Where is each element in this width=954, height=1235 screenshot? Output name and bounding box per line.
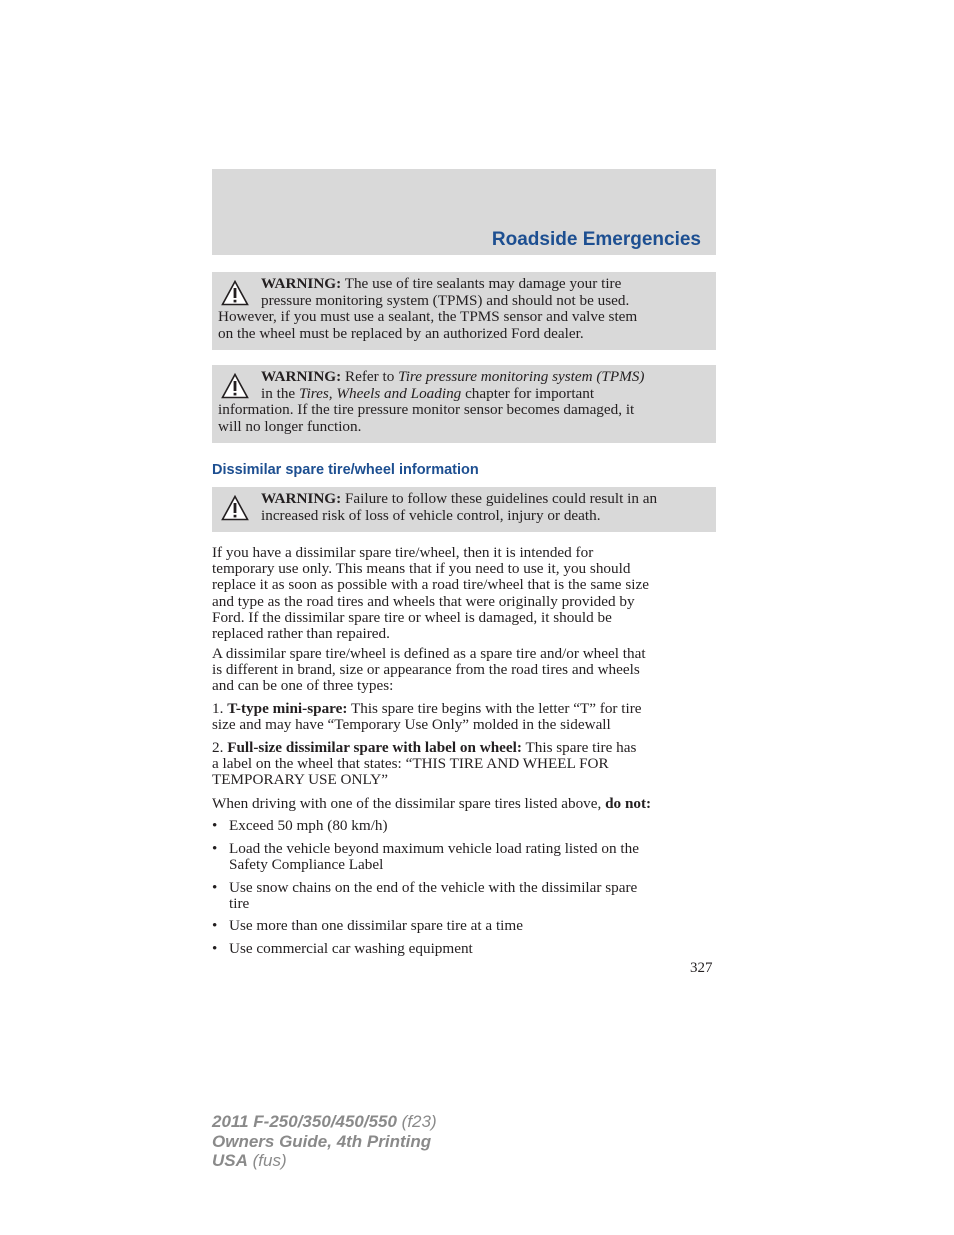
warning-text: pressure monitoring system (TPMS) and should not be used. xyxy=(261,291,630,309)
warning-text: on the wheel must be replaced by an authorized Ford dealer. xyxy=(218,324,584,342)
bullet-marker: • xyxy=(212,817,218,834)
warning-text: increased risk of loss of vehicle control, injury or death. xyxy=(261,506,601,524)
warning-box-tire-sealants xyxy=(212,272,716,350)
spare-type-2: 2. Full-size dissimilar spare with label on wheel: This spare tire has a label on the wheel that states: “THIS TIRE AND WHEEL FOR TEMPORARY USE ONLY” xyxy=(212,739,637,789)
list-item: • Exceed 50 mph (80 km/h) xyxy=(212,817,388,834)
warning-text: will no longer function. xyxy=(218,417,362,435)
warning-box-guidelines xyxy=(212,487,716,532)
warning-triangle-icon xyxy=(221,373,249,399)
warning-text: The use of tire sealants may damage your tire xyxy=(344,275,622,292)
chapter-title: Roadside Emergencies xyxy=(491,229,701,250)
list-item: • Load the vehicle beyond maximum vehicle load rating listed on the Safety Compliance Label xyxy=(212,840,639,874)
warning-text: However, if you must use a sealant, the TPMS sensor and valve stem xyxy=(218,308,638,326)
bullet-marker: • xyxy=(212,940,218,957)
list-item: • Use commercial car washing equipment xyxy=(212,940,473,957)
paragraph-do-not: When driving with one of the dissimilar spare tires listed above, do not: xyxy=(212,795,652,812)
warning-label: WARNING: xyxy=(261,490,342,507)
warning-text: information. If the tire pressure monitor sensor becomes damaged, it xyxy=(218,401,635,419)
document-footer: 2011 F-250/350/450/550 (f23) Owners Guide, 4th Printing USA (fus) xyxy=(212,1112,437,1170)
bullet-marker: • xyxy=(212,917,218,934)
page-number: 327 xyxy=(690,960,713,976)
bullet-marker: • xyxy=(212,840,218,857)
cross-reference-chapter: Tires, Wheels and Loading xyxy=(298,384,462,402)
list-item: • Use snow chains on the end of the vehicle with the dissimilar spare tire xyxy=(212,879,638,913)
section-heading: Dissimilar spare tire/wheel information xyxy=(212,462,479,478)
warning-label: WARNING: xyxy=(261,368,342,385)
spare-type-1: 1. T-type mini-spare: This spare tire begins with the letter “T” for tire size and may have “Temporary Use Only” molded in the sidewall xyxy=(212,700,642,734)
cross-reference-tpms: Tire pressure monitoring system (TPMS) xyxy=(398,368,645,385)
paragraph-temporary-use: If you have a dissimilar spare tire/wheel, then it is intended for temporary use only. This means that if you need to use it, you should replace it as soon as possible with a road tire/wheel that is the same size and type as the road tires and wheels that were originally provided by Ford. If the dissimilar spare tire or wheel is damaged, it should be replaced rather than repaired. xyxy=(212,544,649,643)
list-item: • Use more than one dissimilar spare tire at a time xyxy=(212,917,523,934)
warning-triangle-icon xyxy=(221,495,249,521)
chapter-header xyxy=(212,169,716,255)
warning-label: WARNING: xyxy=(261,275,342,292)
warning-text: Failure to follow these guidelines could result in an xyxy=(344,490,658,507)
warning-box-tpms-reference: WARNING: Refer to Tire pressure monitoring system (TPMS) in the Tires, Wheels and Loading chapter for important information. If the tire pressure monitor sensor becomes damaged, it will no longer function. xyxy=(212,365,716,443)
paragraph-definition: A dissimilar spare tire/wheel is defined as a spare tire and/or wheel that is different in brand, size or appearance from the road tires and wheels and can be one of three types: xyxy=(212,645,646,695)
warning-triangle-icon xyxy=(221,280,249,306)
bullet-marker: • xyxy=(212,879,218,896)
